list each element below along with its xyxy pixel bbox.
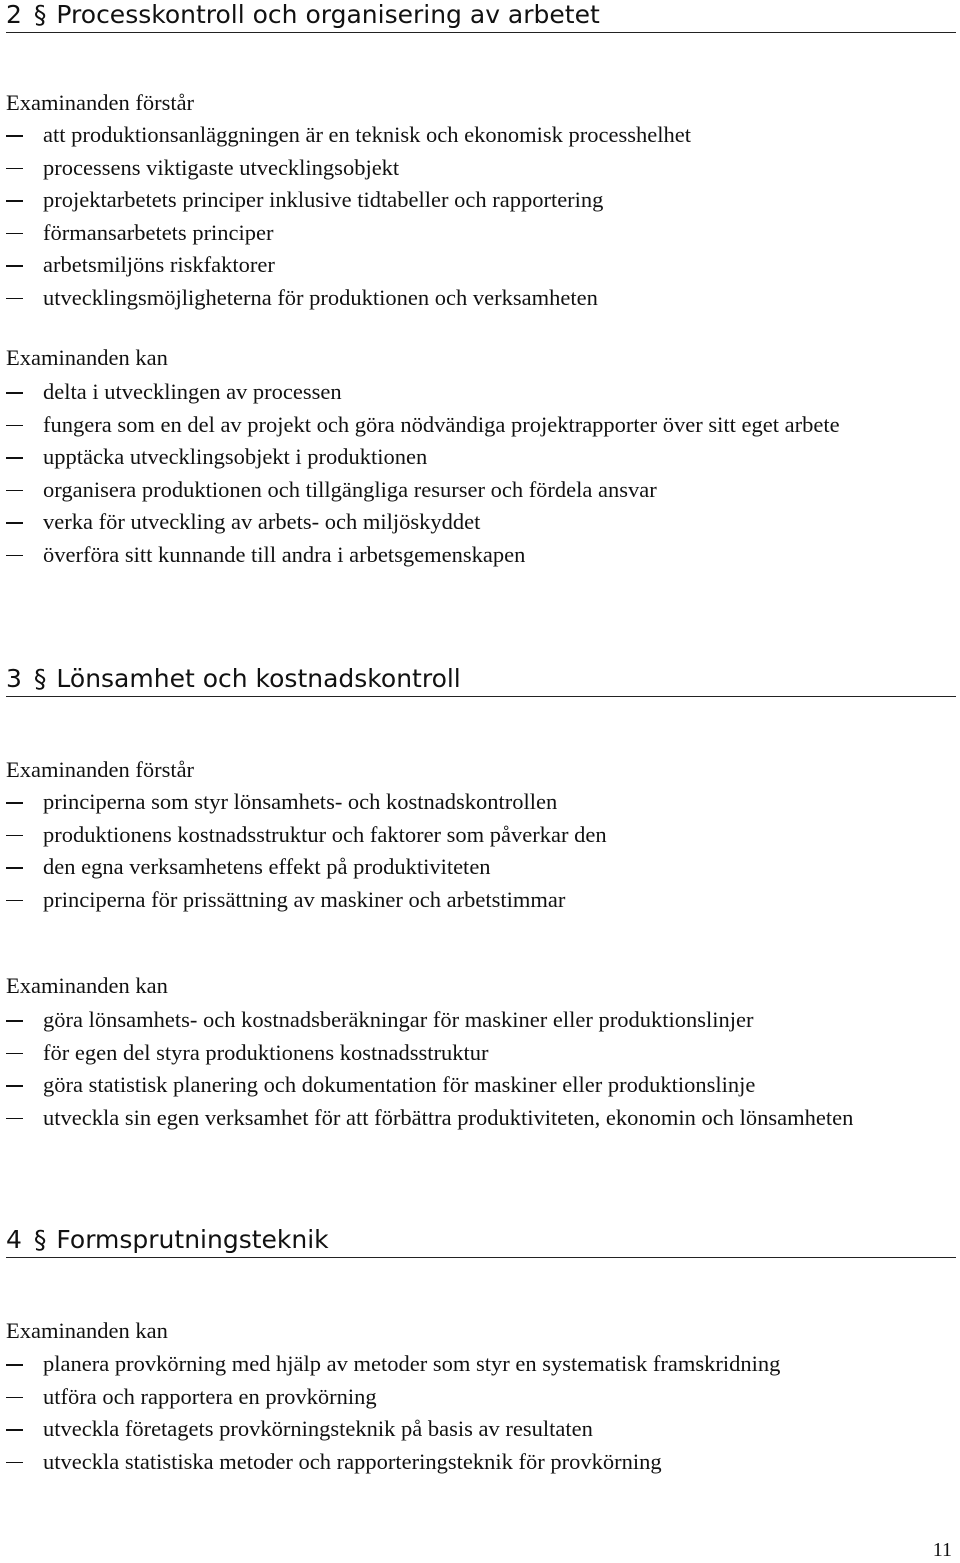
list-item: göra lönsamhets- och kostnadsberäkningar för maskiner eller produktionslinjer xyxy=(6,1004,936,1037)
list-item: utveckla företagets provkörningsteknik på basis av resultaten xyxy=(6,1413,936,1446)
list-item: fungera som en del av projekt och göra nödvändiga projektrapporter över sitt eget arbete xyxy=(6,409,936,442)
list-item: förmansarbetets principer xyxy=(6,217,936,250)
subheading-can: Examinanden kan xyxy=(6,1318,168,1343)
list-item: planera provkörning med hjälp av metoder som styr en systematisk framskridning xyxy=(6,1348,936,1381)
criteria-list xyxy=(6,1348,936,1478)
list-item: principerna för prissättning av maskiner och arbetstimmar xyxy=(6,884,936,917)
list-item: upptäcka utvecklingsobjekt i produktionen xyxy=(6,441,936,474)
section-title: Processkontroll och organisering av arbetet xyxy=(56,0,600,29)
list-item: utveckla statistiska metoder och rapporteringsteknik för provkörning xyxy=(6,1446,936,1479)
list-item: utvecklingsmöjligheterna för produktionen och verksamheten xyxy=(6,282,936,315)
section-number: 4 xyxy=(6,1225,22,1254)
list-item: utveckla sin egen verksamhet för att förbättra produktiviteten, ekonomin och lönsamheten xyxy=(6,1102,936,1135)
list-item: principerna som styr lönsamhets- och kostnadskontrollen xyxy=(6,786,936,819)
list-item: för egen del styra produktionens kostnadsstruktur xyxy=(6,1037,936,1070)
section-number: 2 xyxy=(6,0,22,29)
subheading-can: Examinanden kan xyxy=(6,345,168,370)
section-title: Formsprutningsteknik xyxy=(56,1225,329,1254)
list-item: göra statistisk planering och dokumentation för maskiner eller produktionslinje xyxy=(6,1069,936,1102)
section-4-heading xyxy=(6,1225,956,1258)
criteria-list xyxy=(6,1004,936,1134)
section-symbol: § xyxy=(33,664,47,693)
section-symbol: § xyxy=(33,1225,47,1254)
list-item: överföra sitt kunnande till andra i arbetsgemenskapen xyxy=(6,539,936,572)
list-item: arbetsmiljöns riskfaktorer xyxy=(6,249,936,282)
list-item: organisera produktionen och tillgängliga resurser och fördela ansvar xyxy=(6,474,936,507)
subheading-can: Examinanden kan xyxy=(6,973,168,998)
subheading-understands: Examinanden förstår xyxy=(6,90,195,115)
list-item: att produktionsanläggningen är en teknisk och ekonomisk processhelhet xyxy=(6,119,936,152)
list-item: den egna verksamhetens effekt på produktiviteten xyxy=(6,851,936,884)
list-item: verka för utveckling av arbets- och miljöskyddet xyxy=(6,506,936,539)
criteria-list xyxy=(6,376,936,572)
page-number: 11 xyxy=(932,1539,952,1561)
section-number: 3 xyxy=(6,664,22,693)
list-item: delta i utvecklingen av processen xyxy=(6,376,936,409)
list-item: utföra och rapportera en provkörning xyxy=(6,1381,936,1414)
criteria-list xyxy=(6,786,936,916)
list-item: projektarbetets principer inklusive tidtabeller och rapportering xyxy=(6,184,936,217)
list-item: processens viktigaste utvecklingsobjekt xyxy=(6,152,936,185)
section-symbol: § xyxy=(33,0,47,29)
section-2-heading xyxy=(6,0,956,33)
section-3-heading xyxy=(6,664,956,697)
section-title: Lönsamhet och kostnadskontroll xyxy=(56,664,461,693)
list-item: produktionens kostnadsstruktur och faktorer som påverkar den xyxy=(6,819,936,852)
subheading-understands: Examinanden förstår xyxy=(6,757,195,782)
criteria-list xyxy=(6,119,936,315)
